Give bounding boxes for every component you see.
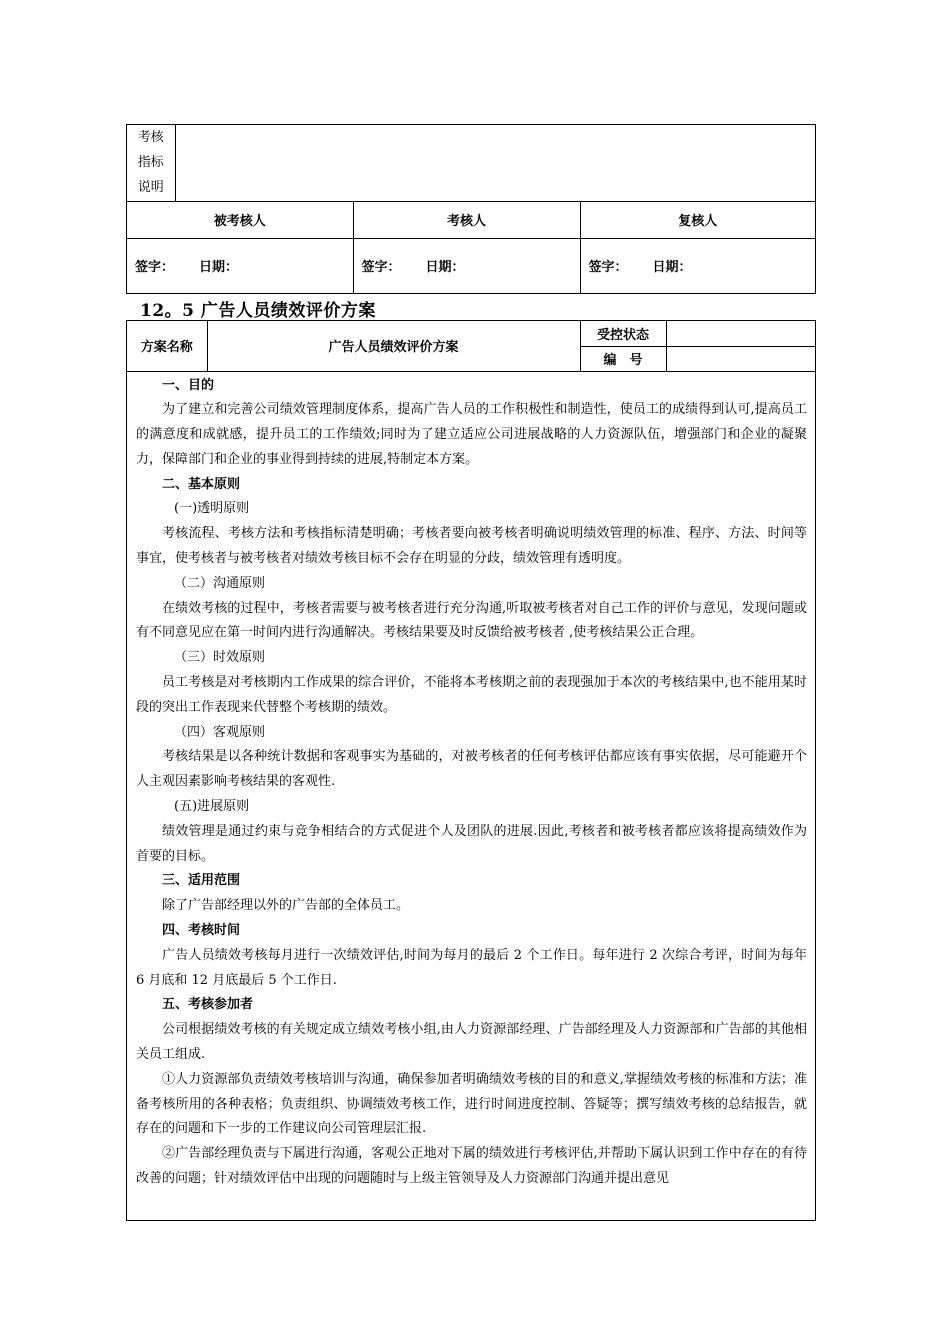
plan-body [127, 371, 815, 1223]
date-label: 日期： [199, 260, 239, 275]
control-status-label: 受控状态 [580, 321, 666, 346]
number-value[interactable] [666, 346, 815, 371]
subsection-heading: （三）时效原则 [174, 650, 266, 666]
section-heading: 二、基本原则 [162, 476, 241, 492]
subsection-heading: （二）沟通原则 [174, 575, 266, 591]
paragraph: 绩效管理是通过约束与竞争相结合的方式促进个人及团队的进展.因此,考核者和被考核者都应该将提高绩效作为首要的目标。 [136, 823, 807, 864]
paragraph: 员工考核是对考核期内工作成果的综合评价，不能将本考核期之前的表现强加于本次的考核结果中,也不能用某时段的突出工作表现来代替整个考核期的绩效。 [136, 675, 807, 715]
sign-label: 签字： [588, 260, 628, 275]
assessee-sign-cell[interactable] [127, 238, 353, 293]
assessor-header: 考核人 [353, 201, 580, 238]
signoff-table [126, 124, 816, 294]
subsection-heading: (五)进展原则 [174, 799, 250, 815]
subsection-heading: （四）客观原则 [174, 724, 266, 740]
section-title: 12。5 广告人员绩效评价方案 [140, 301, 376, 321]
plan-name-value: 广告人员绩效评价方案 [207, 321, 580, 371]
indicator-label [127, 125, 175, 201]
paragraph: 广告人员绩效考核每月进行一次绩效评估,时间为每月的最后 2 个工作日。每年进行 2 次综合考评，时间为每年 6 月底和 12 月底最后 5 个工作日. [136, 947, 807, 988]
sign-label: 签字： [135, 260, 175, 275]
section-heading: 三、适用范围 [162, 873, 241, 889]
reviewer-sign-cell[interactable] [580, 238, 815, 293]
paragraph: 公司根据绩效考核的有关规定成立绩效考核小组,由人力资源部经理、广告部经理及人力资源部和广告部的其他相关员工组成. [136, 1022, 807, 1063]
control-status-value[interactable] [666, 321, 815, 346]
paragraph: 在绩效考核的过程中，考核者需要与被考核者进行充分沟通,听取被考核者对自己工作的评价与意见，发现问题或有不同意见应在第一时间内进行沟通解决。考核结果要及时反馈给被考核者 ,使考核结果公正合理。 [136, 600, 807, 641]
paragraph: ①人力资源部负责绩效考核培训与沟通，确保参加者明确绩效考核的目的和意义,掌握绩效考核的标准和方法；准备考核所用的各种表格；负责组织、协调绩效考核工作，进行时间进度控制、答疑等；撰写绩效考核的总结报告，就存在的问题和下一步的工作建议向公司管理层汇报. [136, 1071, 807, 1137]
plan-name-label: 方案名称 [127, 321, 207, 371]
paragraph: 除了广告部经理以外的广告部的全体员工。 [162, 898, 410, 914]
reviewer-header: 复核人 [580, 201, 815, 238]
assessee-header: 被考核人 [127, 201, 353, 238]
indicator-label-line: 说明 [137, 180, 164, 196]
subsection-heading: (一)透明原则 [174, 501, 250, 517]
paragraph: 为了建立和完善公司绩效管理制度体系，提高广告人员的工作积极性和制造性，使员工的成绩得到认可,提高员工的满意度和成就感，提升员工的工作绩效;同时为了建立适应公司进展战略的人力资源队伍，增强部门和企业的凝聚力，保障部门和企业的事业得到持续的进展,特制定本方案。 [136, 402, 807, 467]
sign-label: 签字： [361, 260, 401, 275]
paragraph: ②广告部经理负责与下属进行沟通，客观公正地对下属的绩效进行考核评估,并帮助下属认识到工作中存在的有待改善的问题；针对绩效评估中出现的问题随时与上级主管领导及人力资源部门沟通并提出意见 [136, 1146, 807, 1186]
number-label: 编 号 [580, 346, 666, 371]
section-heading: 一、目的 [162, 377, 215, 393]
plan-table [126, 320, 816, 1221]
paragraph: 考核结果是以各种统计数据和客观事实为基础的，对被考核者的任何考核评估都应该有事实依据，尽可能避开个人主观因素影响考核结果的客观性. [136, 749, 807, 790]
plan-content [136, 374, 807, 1192]
indicator-label-line: 指标 [137, 155, 164, 171]
indicator-label-line: 考核 [137, 130, 164, 146]
date-label: 日期： [652, 260, 692, 275]
section-heading: 四、考核时间 [162, 923, 241, 939]
section-heading: 五、考核参加者 [162, 997, 254, 1013]
indicator-value-cell[interactable] [175, 125, 815, 201]
assessor-sign-cell[interactable] [353, 238, 580, 293]
paragraph: 考核流程、考核方法和考核指标清楚明确；考核者要向被考核者明确说明绩效管理的标准、程序、方法、时间等事宜，使考核者与被考核者对绩效考核目标不会存在明显的分歧，绩效管理有透明度。 [136, 526, 807, 567]
date-label: 日期： [425, 260, 465, 275]
